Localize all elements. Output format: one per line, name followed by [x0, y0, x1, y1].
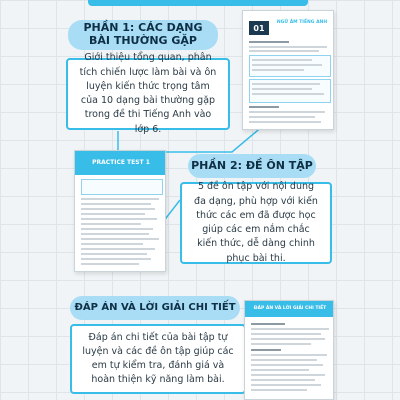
section2-heading: PHẦN 2: ĐỀ ÔN TẬP [188, 154, 316, 178]
section2-sample-page [74, 150, 166, 272]
section3-description: Đáp án chi tiết của bài tập tự luyện và các đề ôn tập giúp các em tự kiểm tra, đánh giá và hoàn thiện kỹ năng làm bài. [70, 324, 246, 394]
sample-page-title: NGỮ ÂM TIẾNG ANH [276, 20, 328, 25]
practice-test-title: PRACTICE TEST 1 [92, 159, 150, 166]
section1-heading: PHẦN 1: CÁC DẠNG BÀI THƯỜNG GẶP [68, 20, 218, 50]
section3-sample-page [244, 300, 334, 400]
section1-sample-page [242, 10, 334, 130]
section2-description: 5 đề ôn tập với nội dung đa dạng, phù hợp với kiến thức các em đã được học giúp các em nắm chắc kiến thức, dễ dàng chinh phục bài thi. [180, 182, 332, 264]
section1-description: Giới thiệu tổng quan, phân tích chiến lược làm bài và ôn luyện kiến thức trọng tâm của 10 dạng bài thường gặp trong đề thi Tiếng Anh vào lớp 6. [66, 58, 230, 130]
answer-page-title: ĐÁP ÁN VÀ LỜI GIẢI CHI TIẾT [253, 306, 327, 311]
lesson-number-badge: 01 [249, 21, 269, 35]
section3-heading: ĐÁP ÁN VÀ LỜI GIẢI CHI TIẾT [70, 296, 240, 320]
